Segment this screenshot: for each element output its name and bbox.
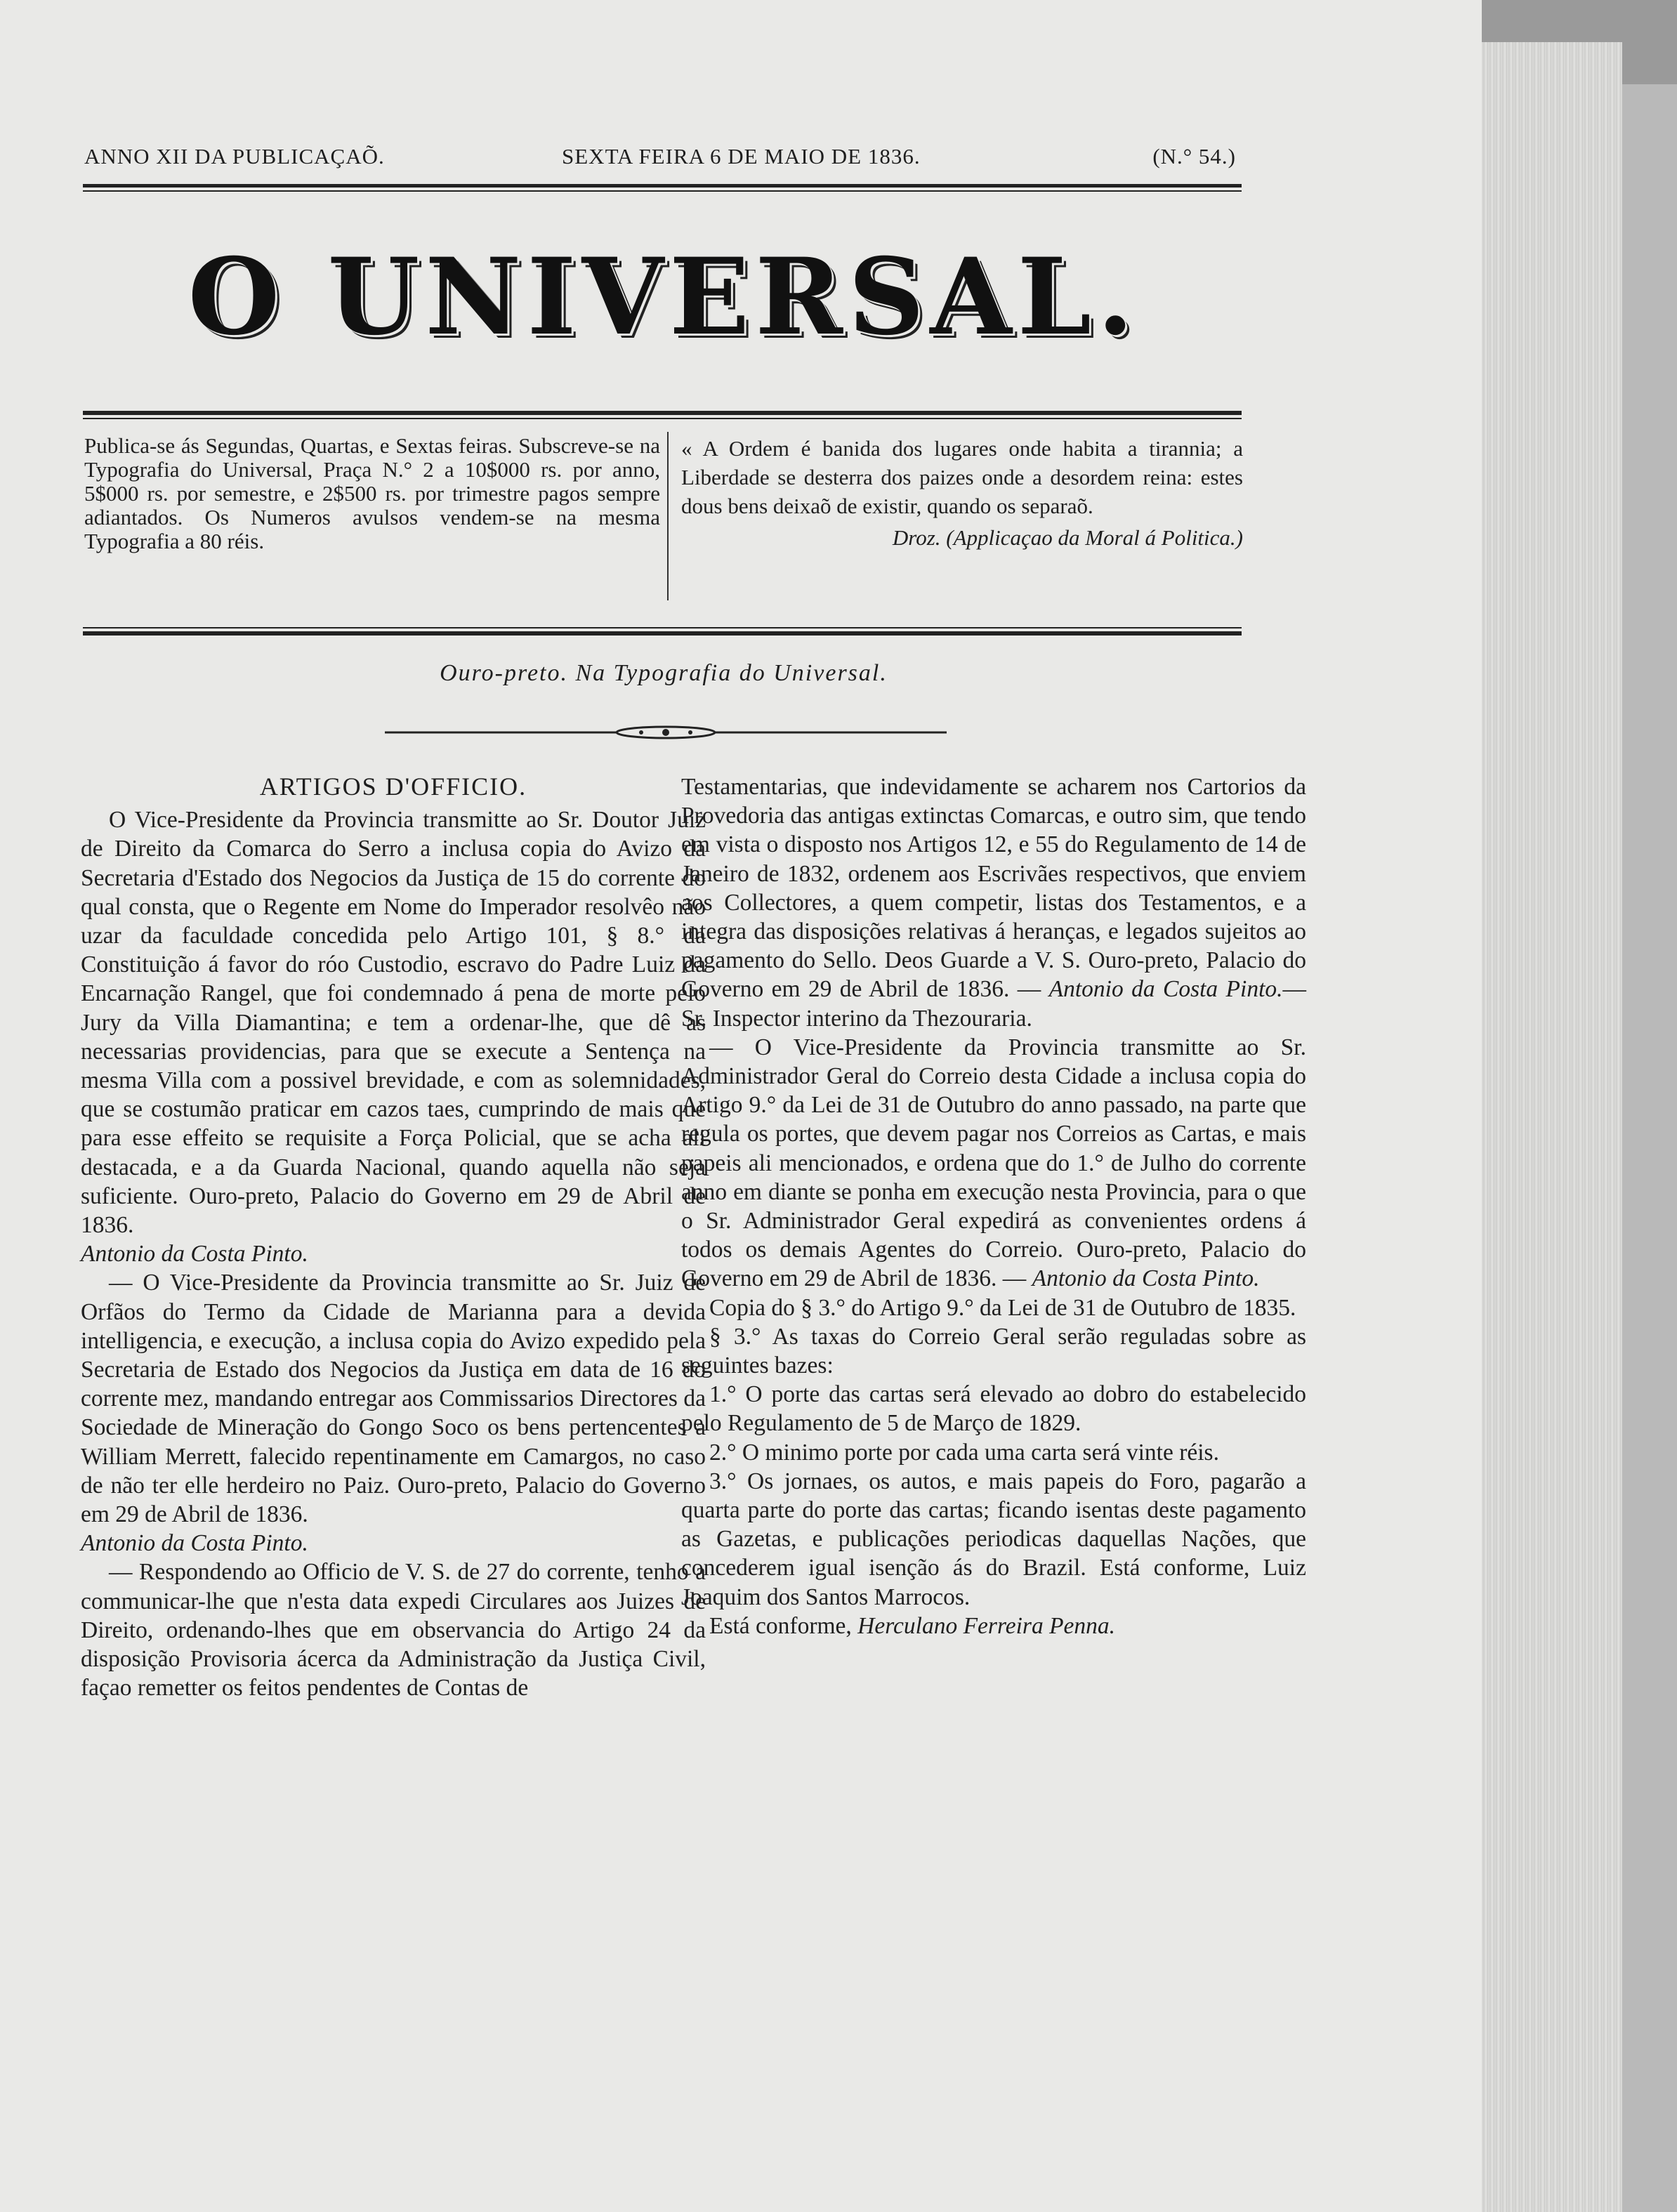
issue-date: SEXTA FEIRA 6 DE MAIO DE 1836. (562, 144, 921, 169)
ornament-divider (385, 722, 947, 743)
article-text: Está conforme, (709, 1612, 852, 1639)
subscription-rule (83, 627, 1242, 628)
article-signature: Herculano Ferreira Penna. (857, 1612, 1116, 1639)
subscription-info: Publica-se ás Segundas, Quartas, e Sextas feiras. Subscreve-se na Typografia do Universal, Praça N.° 2 a 10$000 rs. por anno, 5$000 rs. por semestre, e 2$500 rs. por trimestre pagos sempre adiantados. Os Numeros avulsos vendem-se na mesma Typografia a 80 réis. (84, 433, 660, 553)
article-paragraph: — O Vice-Presidente da Provincia transmitte ao Sr. Juiz de Orfãos do Termo da Cidade de Marianna para a devida intelligencia, e execução, a inclusa copia do Avizo expedido pela Secretaria de Estado dos Negocios da Justiça em data de 16 do corrente mez, mandando entregar aos Commissarios Directores da Sociedade de Mineração do Gongo Soco os bens pertencentes a William Merrett, falecido repentinamente em Camargos, no caso de não ter elle herdeiro no Paiz. Ouro-preto, Palacio do Governo em 29 de Abril de 1836. (81, 1270, 706, 1528)
subscription-box (84, 421, 1243, 611)
book-page-edges (1482, 42, 1622, 2212)
article-signature: Antonio da Costa Pinto. (81, 1241, 308, 1268)
column-divider (667, 432, 669, 600)
article-paragraph: 3.° Os jornaes, os autos, e mais papeis do Foro, pagarão a quarta parte do porte das cartas; ficando isentas deste pagamento as Gazetas, e publicações periodicas daquellas Nações, que concederem igual isenção ás do Brazil. Está conforme, Luiz Joaquim dos Santos Marrocos. (681, 1468, 1306, 1610)
article-paragraph (681, 1033, 1306, 1293)
header-rule (83, 184, 1242, 187)
section-heading: ARTIGOS D'OFFICIO. (259, 772, 527, 801)
issue-header (84, 144, 1236, 173)
article-paragraph: 2.° O minimo porte por cada uma carta será vinte réis. (709, 1439, 1219, 1466)
article-column-right (681, 772, 1306, 1640)
issue-number: (N.° 54.) (1152, 144, 1236, 169)
article-paragraph: 1.° O porte das cartas será elevado ao dobro do estabelecido pelo Regulamento de 5 de Março de 1829. (681, 1381, 1306, 1437)
epigraph (681, 434, 1243, 552)
article-paragraph: O Vice-Presidente da Provincia transmitte ao Sr. Doutor Juiz de Direito da Comarca do Serro a inclusa copia do Avizo da Secretaria d'Estado dos Negocios da Justiça de 15 do corrente do qual consta, que o Regente em Nome do Imperador resolvêo não uzar da faculdade concedida pelo Artigo 101, § 8.° da Constituição á favor do róo Custodio, escravo do Padre Luiz da Encarnação Rangel, que foi condemnado á pena de morte pelo Jury da Villa Diamantina; e tem a ordenar-lhe, que dê as necessarias providencias, para que se execute a Sentença na mesma Villa com a possivel brevidade, e com as solemnidades, que se costumão praticar em cazos taes, cumprindo de mais que para esse effeito se requisite a Força Policial, que se acha ali destacada, e a da Guarda Nacional, quando aquella não seja suficiente. Ouro-preto, Palacio do Governo em 29 de Abril de 1836. (81, 807, 706, 1239)
book-binding-edge (1622, 84, 1677, 2212)
epigraph-quote: « A Ordem é banida dos lugares onde habita a tirannia; a Liberdade se desterra dos paizes onde a desordem reina: estes dous bens deixaõ de existir, quando os separaõ. (681, 436, 1243, 518)
article-paragraph (681, 772, 1306, 1033)
article-paragraph: Copia do § 3.° do Artigo 9.° da Lei de 31 de Outubro de 1835. (709, 1294, 1296, 1321)
article-signature: Antonio da Costa Pinto. (1048, 976, 1283, 1003)
article-paragraph: § 3.° As taxas do Correio Geral serão reguladas sobre as seguintes bazes: (681, 1323, 1306, 1379)
article-column-left (81, 772, 706, 1703)
article-signature: Antonio da Costa Pinto. (1032, 1265, 1260, 1292)
issue-year: ANNO XII DA PUBLICAÇAÕ. (84, 144, 385, 169)
article-text: Testamentarias, que indevidamente se acharem nos Cartorios da Provedoria das antigas extinctas Comarcas, e outro sim, que tendo em vista o disposto nos Artigos 12, e 55 do Regulamento de 14 de Janeiro de 1832, ordenem aos Escrivães respectivos, que enviem aos Collectores, a quem competir, listas dos Testamentos, e a integra das disposições relativas á heranças, e legados sujeitos ao pagamento do Sello. Deos Guarde a V. S. Ouro-preto, Palacio do Governo em 29 de Abril de 1836. — (681, 774, 1306, 1003)
masthead-rule-thin (83, 418, 1242, 419)
header-rule-thin (83, 190, 1242, 192)
article-paragraph (681, 1612, 1306, 1640)
article-signature: Antonio da Costa Pinto. (81, 1530, 308, 1557)
imprint-line: Ouro-preto. Na Typografia do Universal. (440, 660, 888, 686)
subscription-rule-thick (83, 631, 1242, 636)
masthead-title: O UNIVERSAL. (188, 235, 1140, 359)
article-text: —Sr. Inspector interino da Thezouraria. (681, 976, 1307, 1032)
article-text: — O Vice-Presidente da Provincia transmitte ao Sr. Administrador Geral do Correio desta Cidade a inclusa copia do Artigo 9.° da Lei de 31 de Outubro do anno passado, na parte que regula os portes, que devem pagar nos Correios as Cartas, e mais papeis ali mencionados, e ordena que do 1.° de Julho do corrente anno em diante se ponha em execução nesta Provincia, para o que o Sr. Administrador Geral expedirá as convenientes ordens á todos os demais Agentes do Correio. Ouro-preto, Palacio do Governo em 29 de Abril de 1836. — (681, 1034, 1306, 1292)
epigraph-attribution: Droz. (Applicaçao da Moral á Politica.) (892, 525, 1243, 550)
article-paragraph: — Respondendo ao Officio de V. S. de 27 do corrente, tenho a communicar-lhe que n'esta data expedi Circulares aos Juizes de Direito, ordenando-lhes que em observancia do Artigo 24 da disposição Provisoria ácerca da Administração da Justiça Civil, façao remetter os feitos pendentes de Contas de (81, 1559, 706, 1701)
masthead-rule (83, 411, 1242, 415)
